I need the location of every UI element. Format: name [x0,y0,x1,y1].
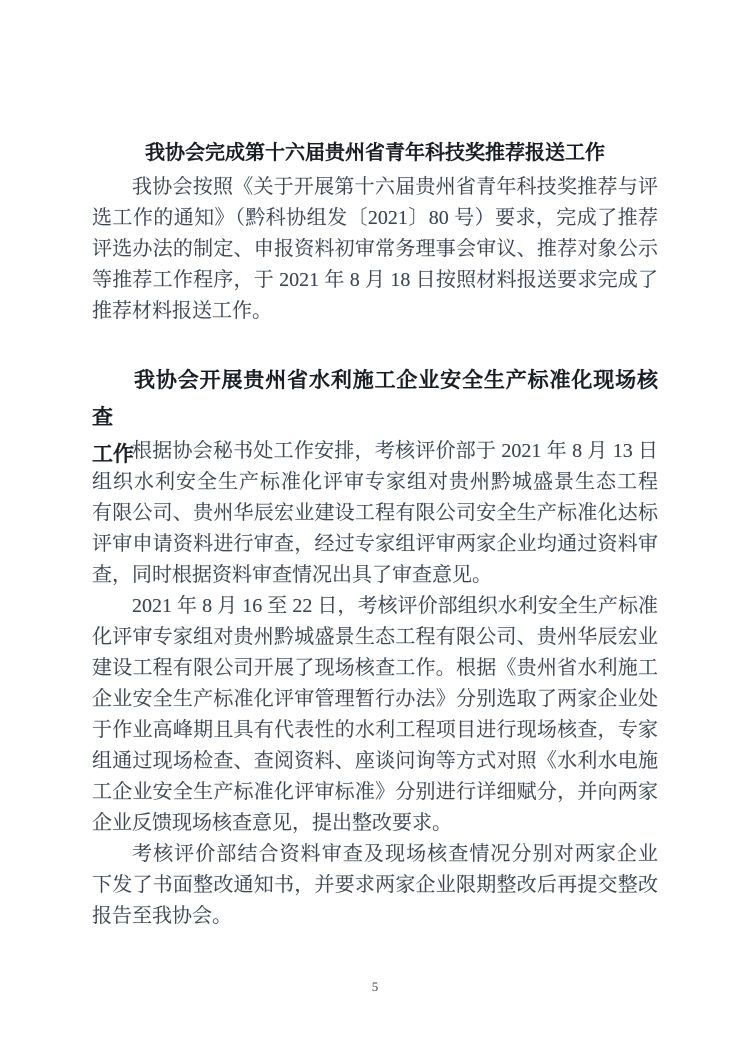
text-line: 选工作的通知》（黔科协组发〔2021〕80 号）要求，完成了推荐 [92,207,658,229]
text-line: 于作业高峰期且具有代表性的水利工程项目进行现场核查，专家 [92,719,658,741]
text-line: 等推荐工作程序，于 2021 年 8 月 18 日按照材料报送要求完成了 [92,269,658,291]
text-line: 查，同时根据资料审查情况出具了审查意见。 [92,564,492,586]
body-paragraph [92,172,658,327]
text-line: 报告至我协会。 [92,905,232,927]
page-number: 5 [371,979,379,994]
text-line: 建设工程有限公司开展了现场核查工作。根据《贵州省水利施工 [92,657,658,679]
text-line: 有限公司、贵州华辰宏业建设工程有限公司安全生产标准化达标 [92,502,658,524]
body-paragraph [92,839,658,932]
text-line: 推荐材料报送工作。 [92,300,272,322]
title-line: 工作 [92,442,134,466]
article-body [92,172,658,327]
text-line: 组织水利安全生产标准化评审专家组对贵州黔城盛景生态工程 [92,471,658,493]
text-line: 2021 年 8 月 16 至 22 日，考核评价部组织水利安全生产标准 [132,595,658,617]
title-line: 我协会开展贵州省水利施工企业安全生产标准化现场核查 [92,368,658,429]
body-paragraph [92,436,658,591]
title-line: 我协会完成第十六届贵州省青年科技奖推荐报送工作 [145,142,605,164]
text-line: 评选办法的制定、申报资料初审常务理事会审议、推荐对象公示 [92,238,658,260]
text-line: 评审申请资料进行审查，经过专家组评审两家企业均通过资料审 [92,533,658,555]
article-title [92,134,658,172]
text-line: 下发了书面整改通知书，并要求两家企业限期整改后再提交整改 [92,874,658,896]
text-line: 根据协会秘书处工作安排，考核评价部于 2021 年 8 月 13 日 [132,440,658,462]
text-line: 我协会按照《关于开展第十六届贵州省青年科技奖推荐与评 [132,176,658,198]
text-line: 企业安全生产标准化评审管理暂行办法》分别选取了两家企业处 [92,688,658,710]
text-line: 工企业安全生产标准化评审标准》分别进行详细赋分，并向两家 [92,781,658,803]
body-paragraph [92,591,658,839]
text-line: 考核评价部结合资料审查及现场核查情况分别对两家企业 [132,843,658,865]
text-line: 企业反馈现场核查意见，提出整改要求。 [92,812,452,834]
text-line: 组通过现场检查、查阅资料、座谈问询等方式对照《水利水电施 [92,750,658,772]
text-line: 化评审专家组对贵州黔城盛景生态工程有限公司、贵州华辰宏业 [92,626,658,648]
article-body [92,436,658,932]
